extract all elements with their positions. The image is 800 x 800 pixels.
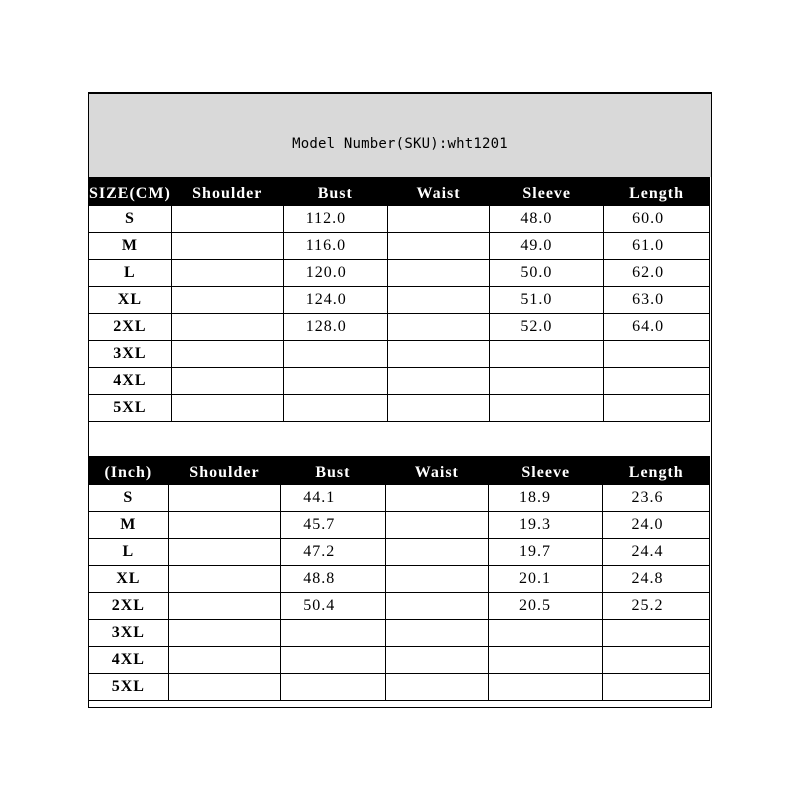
inch-cell-length [603,674,710,701]
cm-cell-sleeve: 51.0 [490,287,604,314]
inch-cell-shoulder [168,647,281,674]
table-row [89,287,710,314]
table-row [89,566,710,593]
cm-cell-length: 63.0 [604,287,710,314]
inch-header-length: Length [603,457,710,485]
cm-cell-size: S [89,206,172,233]
inch-cell-bust [281,620,385,647]
table-row [89,647,710,674]
table-row [89,512,710,539]
size-chart [88,92,712,708]
inch-cell-sleeve: 18.9 [489,485,603,512]
cm-cell-bust: 116.0 [283,233,387,260]
cm-cell-size: 5XL [89,395,172,422]
inch-cell-shoulder [168,485,281,512]
cm-cell-waist [387,314,490,341]
cm-cell-bust: 120.0 [283,260,387,287]
inch-cell-bust: 50.4 [281,593,385,620]
inch-cell-sleeve: 20.5 [489,593,603,620]
cm-cell-sleeve [490,368,604,395]
cm-header-bust: Bust [283,178,387,206]
cm-cell-sleeve [490,341,604,368]
inch-header-waist: Waist [385,457,488,485]
inch-cell-waist [385,485,488,512]
inch-cell-length [603,647,710,674]
cm-cell-bust: 112.0 [283,206,387,233]
inch-cell-bust: 44.1 [281,485,385,512]
cm-cell-waist [387,206,490,233]
cm-header-size: SIZE(CM) [89,178,172,206]
table-row [89,233,710,260]
table-row [89,674,710,701]
cm-cell-size: M [89,233,172,260]
inch-cell-length: 23.6 [603,485,710,512]
cm-cell-size: L [89,260,172,287]
cm-header-shoulder: Shoulder [171,178,283,206]
cm-cell-sleeve: 52.0 [490,314,604,341]
inch-cell-bust: 48.8 [281,566,385,593]
cm-cell-length: 61.0 [604,233,710,260]
cm-cell-sleeve: 48.0 [490,206,604,233]
cm-cell-bust [283,395,387,422]
inch-cell-size: 4XL [89,647,169,674]
inch-cell-length: 24.4 [603,539,710,566]
inch-cell-size: 5XL [89,674,169,701]
inch-cell-size: 2XL [89,593,169,620]
table-row [89,593,710,620]
table-row [89,485,710,512]
inch-cell-size: 3XL [89,620,169,647]
cm-cell-waist [387,233,490,260]
cm-cell-length: 62.0 [604,260,710,287]
cm-cell-waist [387,395,490,422]
cm-cell-length [604,341,710,368]
inch-cell-waist [385,593,488,620]
cm-cell-waist [387,287,490,314]
inch-header-sleeve: Sleeve [489,457,603,485]
cm-cell-length: 64.0 [604,314,710,341]
inch-header-size: (Inch) [89,457,169,485]
table-gap [89,430,711,458]
inch-cell-sleeve: 19.7 [489,539,603,566]
inch-cell-bust [281,674,385,701]
inch-cell-length: 25.2 [603,593,710,620]
cm-header-length: Length [604,178,710,206]
table-row [89,314,710,341]
inch-cell-sleeve: 19.3 [489,512,603,539]
cm-cell-length [604,368,710,395]
inch-cell-length [603,620,710,647]
cm-cell-bust: 124.0 [283,287,387,314]
cm-cell-shoulder [171,233,283,260]
cm-cell-size: 2XL [89,314,172,341]
inch-cell-size: S [89,485,169,512]
inch-cell-sleeve: 20.1 [489,566,603,593]
inch-header-shoulder: Shoulder [168,457,281,485]
cm-cell-waist [387,341,490,368]
inch-cell-size: XL [89,566,169,593]
inch-cell-shoulder [168,620,281,647]
table-row [89,260,710,287]
inch-cell-sleeve [489,620,603,647]
cm-cell-size: XL [89,287,172,314]
inch-cell-bust: 45.7 [281,512,385,539]
cm-cell-length [604,395,710,422]
cm-cell-sleeve [490,395,604,422]
table-row [89,539,710,566]
inch-cell-shoulder [168,566,281,593]
inch-cell-sleeve [489,647,603,674]
cm-cell-waist [387,260,490,287]
inch-cell-sleeve [489,674,603,701]
table-row [89,620,710,647]
cm-cell-shoulder [171,206,283,233]
cm-cell-shoulder [171,287,283,314]
cm-cell-sleeve: 50.0 [490,260,604,287]
cm-cell-bust [283,341,387,368]
cm-cell-waist [387,368,490,395]
inch-cell-shoulder [168,674,281,701]
cm-cell-size: 4XL [89,368,172,395]
inch-cell-shoulder [168,539,281,566]
inch-cell-waist [385,539,488,566]
inch-cell-waist [385,512,488,539]
inch-size-table [88,456,710,701]
inch-cell-length: 24.8 [603,566,710,593]
cm-cell-shoulder [171,368,283,395]
cm-cell-length: 60.0 [604,206,710,233]
inch-cell-waist [385,620,488,647]
table-row [89,341,710,368]
cm-header-sleeve: Sleeve [490,178,604,206]
inch-cell-size: L [89,539,169,566]
inch-cell-shoulder [168,512,281,539]
inch-cell-size: M [89,512,169,539]
cm-size-table [88,177,710,422]
inch-cell-bust [281,647,385,674]
cm-cell-shoulder [171,341,283,368]
cm-header-waist: Waist [387,178,490,206]
inch-cell-waist [385,566,488,593]
cm-cell-shoulder [171,395,283,422]
inch-header-row [89,457,710,485]
cm-cell-sleeve: 49.0 [490,233,604,260]
title-banner [89,92,711,177]
cm-cell-bust [283,368,387,395]
inch-cell-waist [385,647,488,674]
table-row [89,368,710,395]
model-number-title: Model Number(SKU):wht1201 [292,136,508,152]
cm-cell-shoulder [171,314,283,341]
cm-header-row [89,178,710,206]
cm-cell-shoulder [171,260,283,287]
inch-cell-shoulder [168,593,281,620]
inch-header-bust: Bust [281,457,385,485]
inch-cell-length: 24.0 [603,512,710,539]
table-row [89,206,710,233]
table-row [89,395,710,422]
cm-cell-bust: 128.0 [283,314,387,341]
cm-cell-size: 3XL [89,341,172,368]
inch-cell-bust: 47.2 [281,539,385,566]
inch-cell-waist [385,674,488,701]
